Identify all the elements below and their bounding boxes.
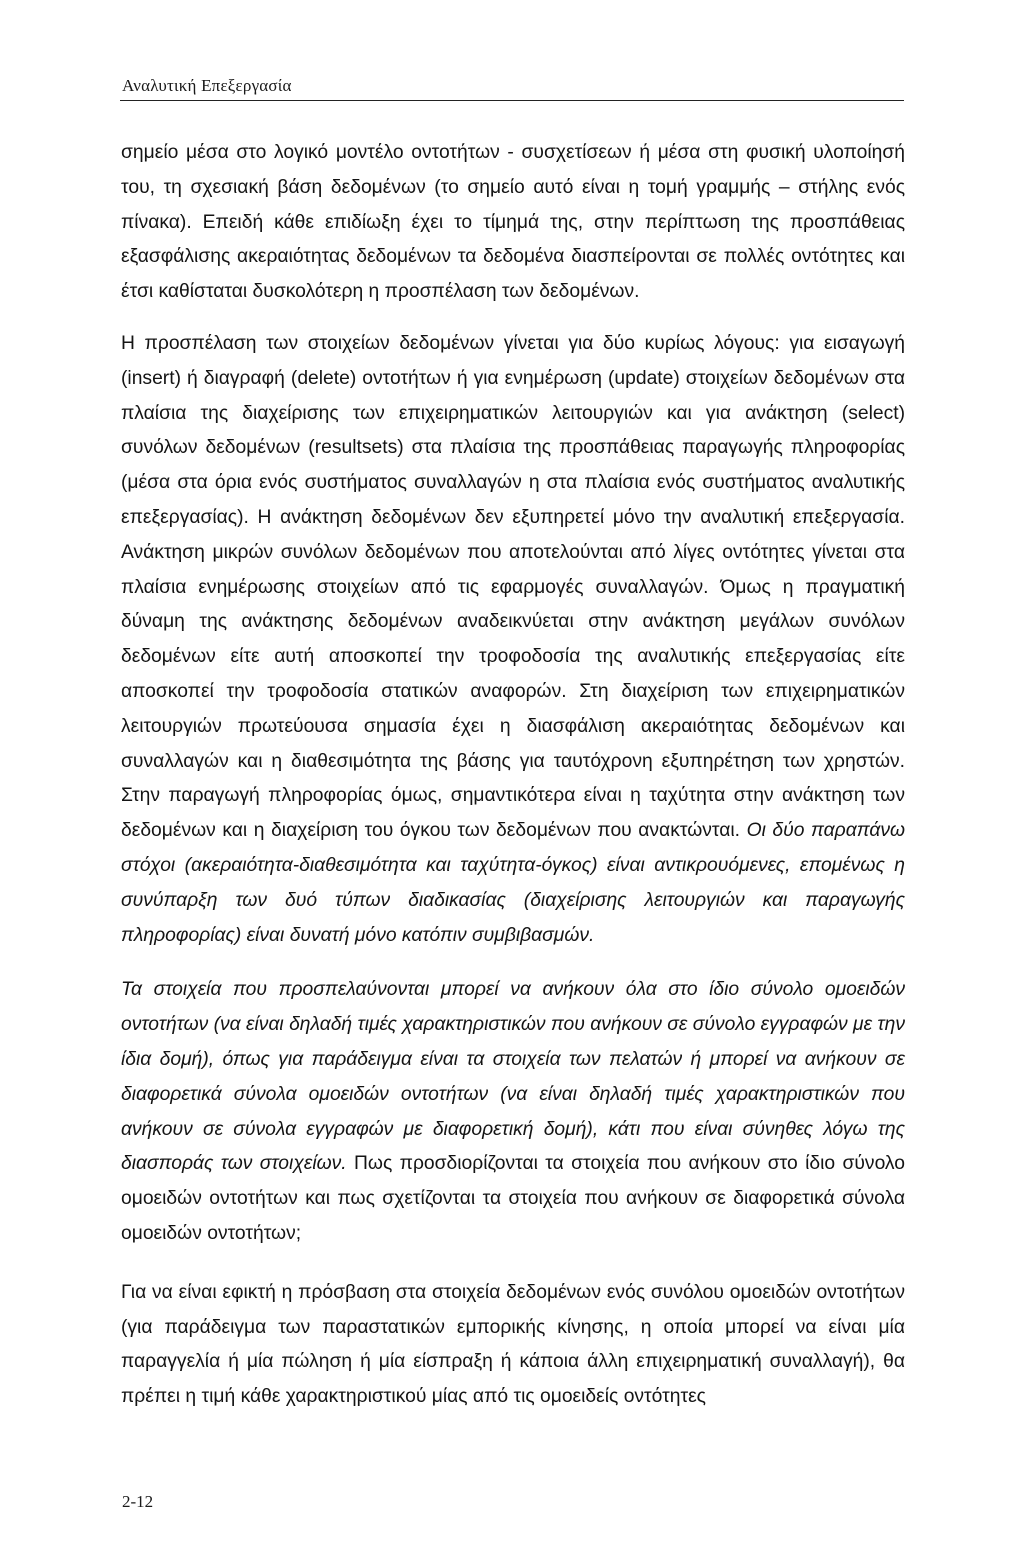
paragraph-3 — [121, 973, 905, 1251]
paragraph-2-emphasis: Οι δύο παραπάνω στόχοι (ακεραιότητα-διαθεσιμότητα και ταχύτητα-όγκος) είναι αντικρουόμενες, επομένως η συνύπαρξη των δυό τύπων διαδικασίας (διαχείρισης λειτουργιών και παραγωγής πληροφορίας) είναι δυνατή μόνο κατόπιν συμβιβασμών. — [121, 820, 905, 946]
paragraph-2 — [121, 327, 905, 953]
header-rule — [120, 100, 904, 101]
paragraph-1: σημείο μέσα στο λογικό μοντέλο οντοτήτων - συσχετίσεων ή μέσα στη φυσική υλοποίησή του, τη σχεσιακή βάση δεδομένων (το σημείο αυτό είναι η τομή γραμμής – στήλης ενός πίνακα). Επειδή κάθε επιδίωξη έχει το τίμημά της, στην περίπτωση της προσπάθειας εξασφάλισης ακεραιότητας δεδομένων τα δεδομένα διασπείρονται σε πολλές οντότητες και έτσι καθίσταται δυσκολότερη η προσπέλαση των δεδομένων. — [121, 142, 905, 303]
body-text — [121, 136, 905, 1415]
running-header: Αναλυτική Επεξεργασία — [122, 76, 292, 95]
paragraph-3-text: Πως προσδιορίζονται τα στοιχεία που ανήκουν στο ίδιο σύνολο ομοειδών οντοτήτων και πως σχετίζονται τα στοιχεία που ανήκουν σε διαφορετικά σύνολα ομοειδών οντοτήτων; — [121, 1153, 905, 1244]
paragraph-4: Για να είναι εφικτή η πρόσβαση στα στοιχεία δεδομένων ενός συνόλου ομοειδών οντοτήτων (για παράδειγμα των παραστατικών εμπορικής κίνησης, η οποία μπορεί να είναι μία παραγγελία ή μία πώληση ή μία είσπραξη ή κάποια άλλη επιχειρηματική συναλλαγή), θα πρέπει η τιμή κάθε χαρακτηριστικού μίας από τις ομοειδείς οντότητες — [121, 1281, 905, 1408]
page-number: 2-12 — [122, 1492, 154, 1511]
paragraph-2-text: Η προσπέλαση των στοιχείων δεδομένων γίνεται για δύο κυρίως λόγους: για εισαγωγή (insert) ή διαγραφή (delete) οντοτήτων ή για ενημέρωση (update) στοιχείων δεδομένων στα πλαίσια της διαχείρισης των επιχειρηματικών λειτουργιών και για ανάκτηση (select) συνόλων δεδομένων (resultsets) στα πλαίσια της προσπάθειας παραγωγής πληροφορίας (μέσα στα όρια ενός συστήματος συναλλαγών η στα πλαίσια ενός συστήματος αναλυτικής επεξεργασίας). Η ανάκτηση δεδομένων δεν εξυπηρετεί μόνο την αναλυτική επεξεργασία. Ανάκτηση μικρών συνόλων δεδομένων που αποτελούνται από λίγες οντότητες γίνεται στα πλαίσια ενημέρωσης στοιχείων από τις εφαρμογές συναλλαγών. Όμως η πραγματική δύναμη της ανάκτησης δεδομένων αναδεικνύεται στην ανάκτηση μεγάλων συνόλων δεδομένων είτε αυτή αποσκοπεί την τροφοδοσία της αναλυτικής επεξεργασίας είτε αποσκοπεί την τροφοδοσία στατικών αναφορών. Στη διαχείριση των επιχειρηματικών λειτουργιών πρωτεύουσα σημασία έχει η διασφάλιση ακεραιότητας δεδομένων και συναλλαγών και η διαθεσιμότητα της βάσης για ταυτόχρονη εξυπηρέτηση των χρηστών. Στην παραγωγή πληροφορίας όμως, σημαντικότερα είναι η ταχύτητα στην ανάκτηση των δεδομένων και η διαχείριση του όγκου των δεδομένων που ανακτώνται. — [121, 332, 905, 842]
paragraph-3-emphasis: Τα στοιχεία που προσπελαύνονται μπορεί να ανήκουν όλα στο ίδιο σύνολο ομοειδών οντοτήτων (να είναι δηλαδή τιμές χαρακτηριστικών που ανήκουν σε σύνολο εγγραφών με την ίδια δομή), όπως για παράδειγμα είναι τα στοιχεία των πελατών ή μπορεί να ανήκουν σε διαφορετικά σύνολα ομοειδών οντοτήτων (να είναι δηλαδή τιμές χαρακτηριστικών που ανήκουν σε σύνολα εγγραφών με διαφορετική δομή), κάτι που είναι σύνηθες λόγω της διασποράς των στοιχείων. — [121, 979, 905, 1175]
